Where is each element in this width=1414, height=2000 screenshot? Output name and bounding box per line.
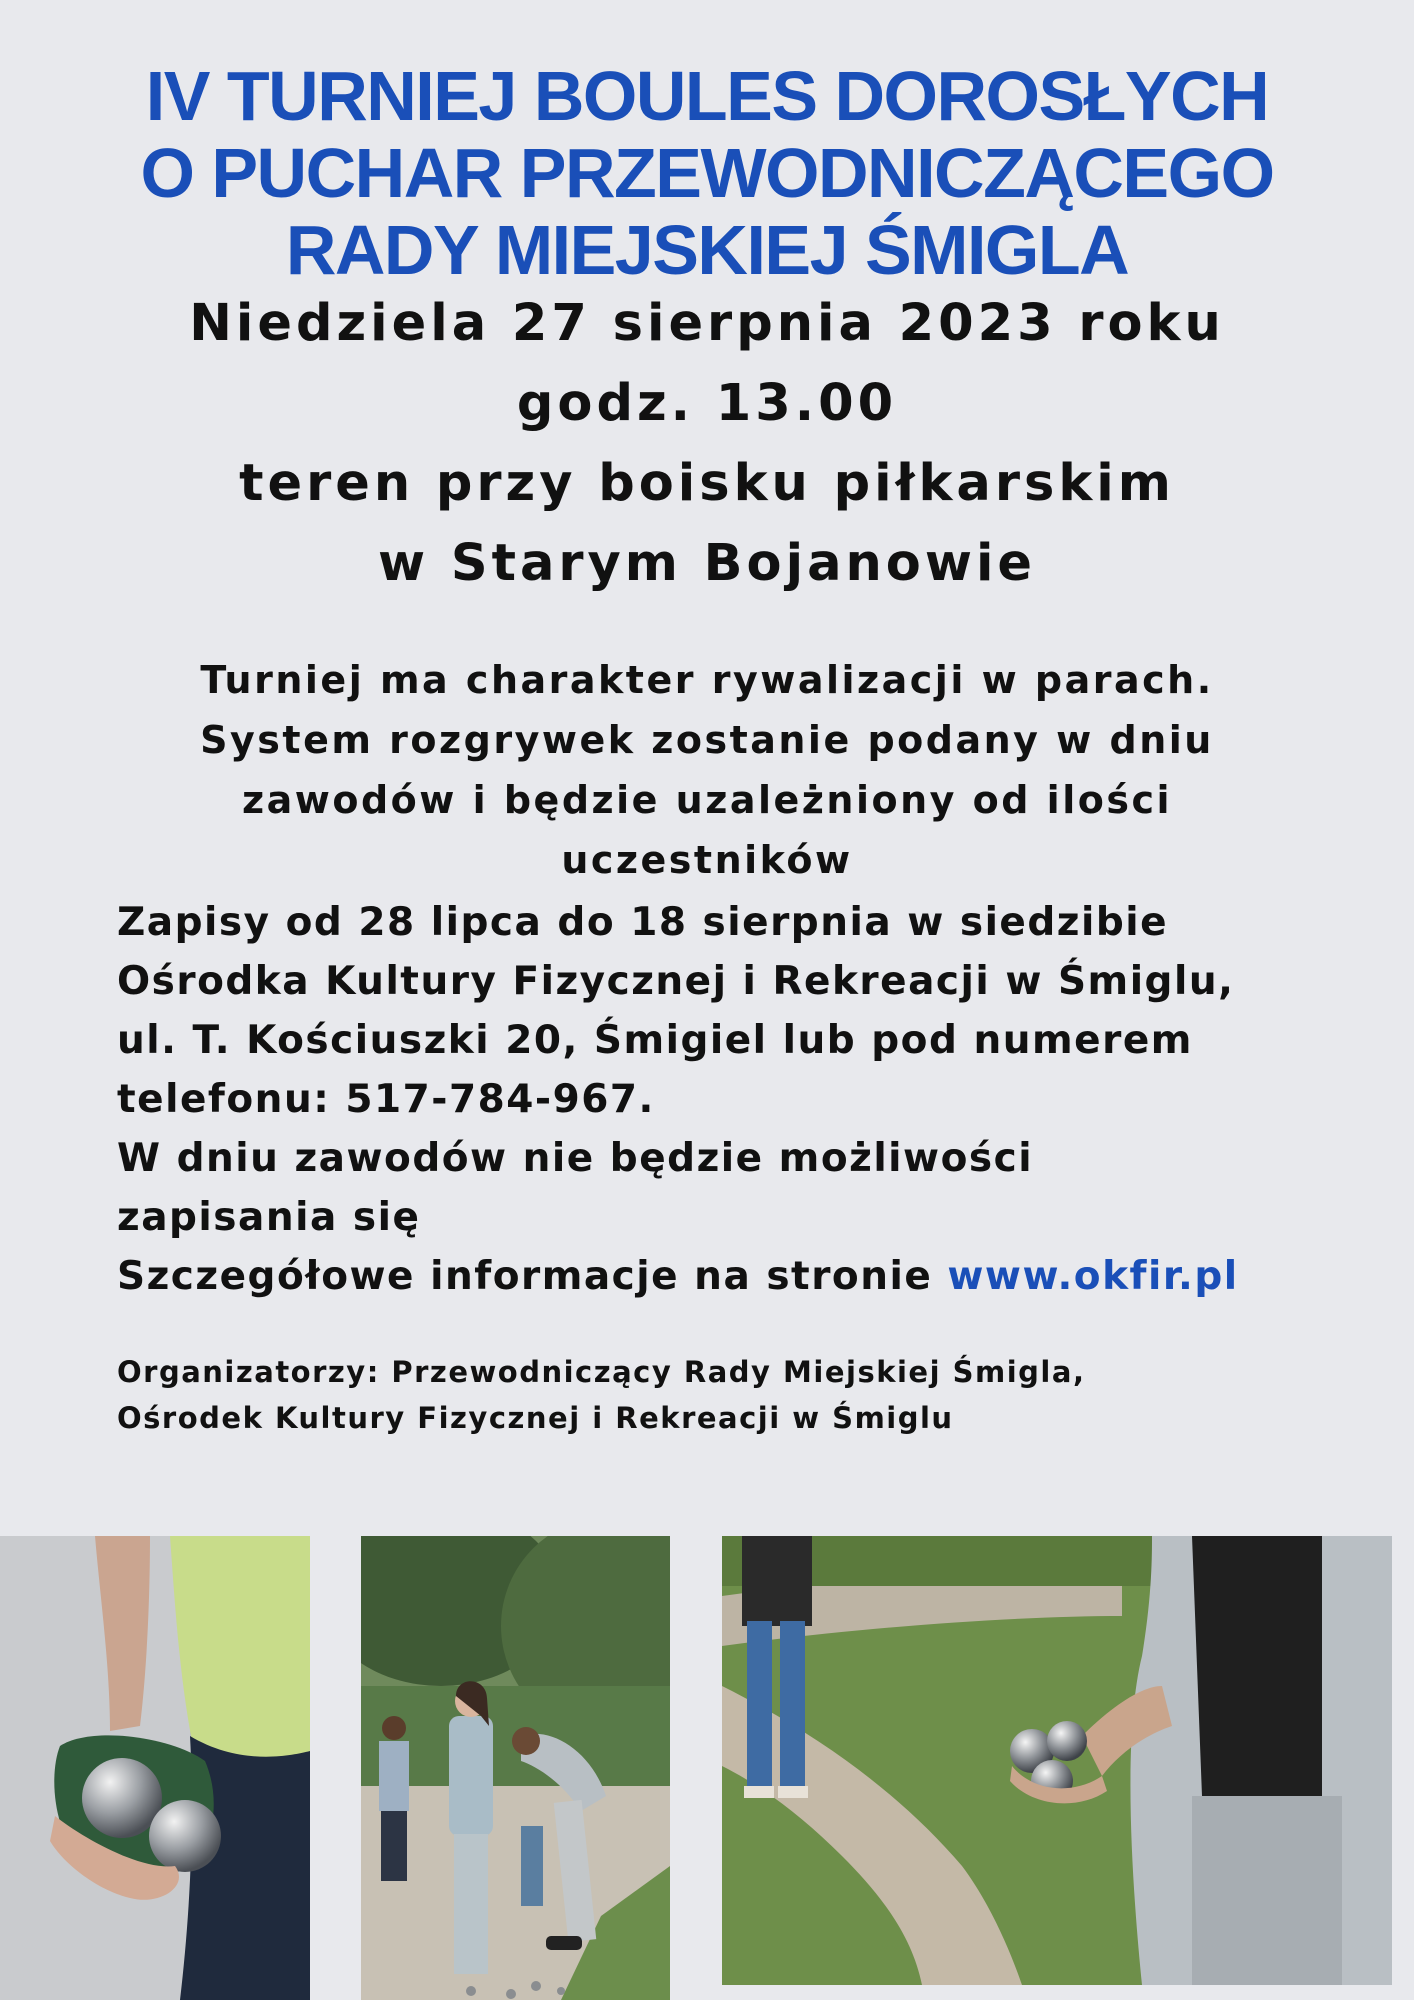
tournament-description (80, 650, 1334, 890)
photo-man-holding-boules (722, 1536, 1392, 1985)
photo-hand-holding-boules (0, 1536, 310, 2000)
event-info (60, 284, 1354, 604)
event-place-line-1: teren przy boisku piłkarskim (239, 454, 1175, 513)
registration-line-4: telefonu: 517-784-967. (117, 1077, 655, 1122)
details-prefix: Szczegółowe informacje na stronie (117, 1254, 948, 1299)
description-line-2: System rozgrywek zostanie podany w dniu (200, 718, 1214, 762)
event-date: Niedziela 27 sierpnia 2023 roku (189, 294, 1225, 353)
organizers (117, 1349, 1367, 1441)
registration-info (117, 893, 1367, 1306)
description-line-1: Turniej ma charakter rywalizacji w parach. (200, 658, 1214, 702)
website-link[interactable]: www.okfir.pl (947, 1254, 1239, 1299)
photo-players-in-park (361, 1536, 670, 2000)
registration-line-6: zapisania się (117, 1195, 421, 1240)
registration-line-5: W dniu zawodów nie będzie możliwości (117, 1136, 1034, 1181)
description-line-3: zawodów i będzie uzależniony od ilości (241, 778, 1173, 822)
event-place-line-2: w Starym Bojanowie (377, 534, 1037, 593)
registration-line-2: Ośrodka Kultury Fizycznej i Rekreacji w Śmiglu, (117, 959, 1235, 1004)
poster-title (60, 58, 1354, 289)
registration-line-3: ul. T. Kościuszki 20, Śmigiel lub pod numerem (117, 1018, 1193, 1063)
organizers-line-2: Ośrodek Kultury Fizycznej i Rekreacji w Śmiglu (117, 1401, 954, 1435)
description-line-4: uczestników (561, 838, 853, 882)
registration-line-1: Zapisy od 28 lipca do 18 sierpnia w siedzibie (117, 900, 1169, 945)
organizers-line-1: Organizatorzy: Przewodniczący Rady Miejskiej Śmigla, (117, 1355, 1086, 1389)
title-line-3: RADY MIEJSKIEJ ŚMIGLA (285, 211, 1129, 289)
details-line (117, 1247, 1367, 1306)
event-time: godz. 13.00 (516, 374, 898, 433)
title-line-1: IV TURNIEJ BOULES DOROSŁYCH (145, 57, 1269, 135)
title-line-2: O PUCHAR PRZEWODNICZĄCEGO (140, 134, 1274, 212)
